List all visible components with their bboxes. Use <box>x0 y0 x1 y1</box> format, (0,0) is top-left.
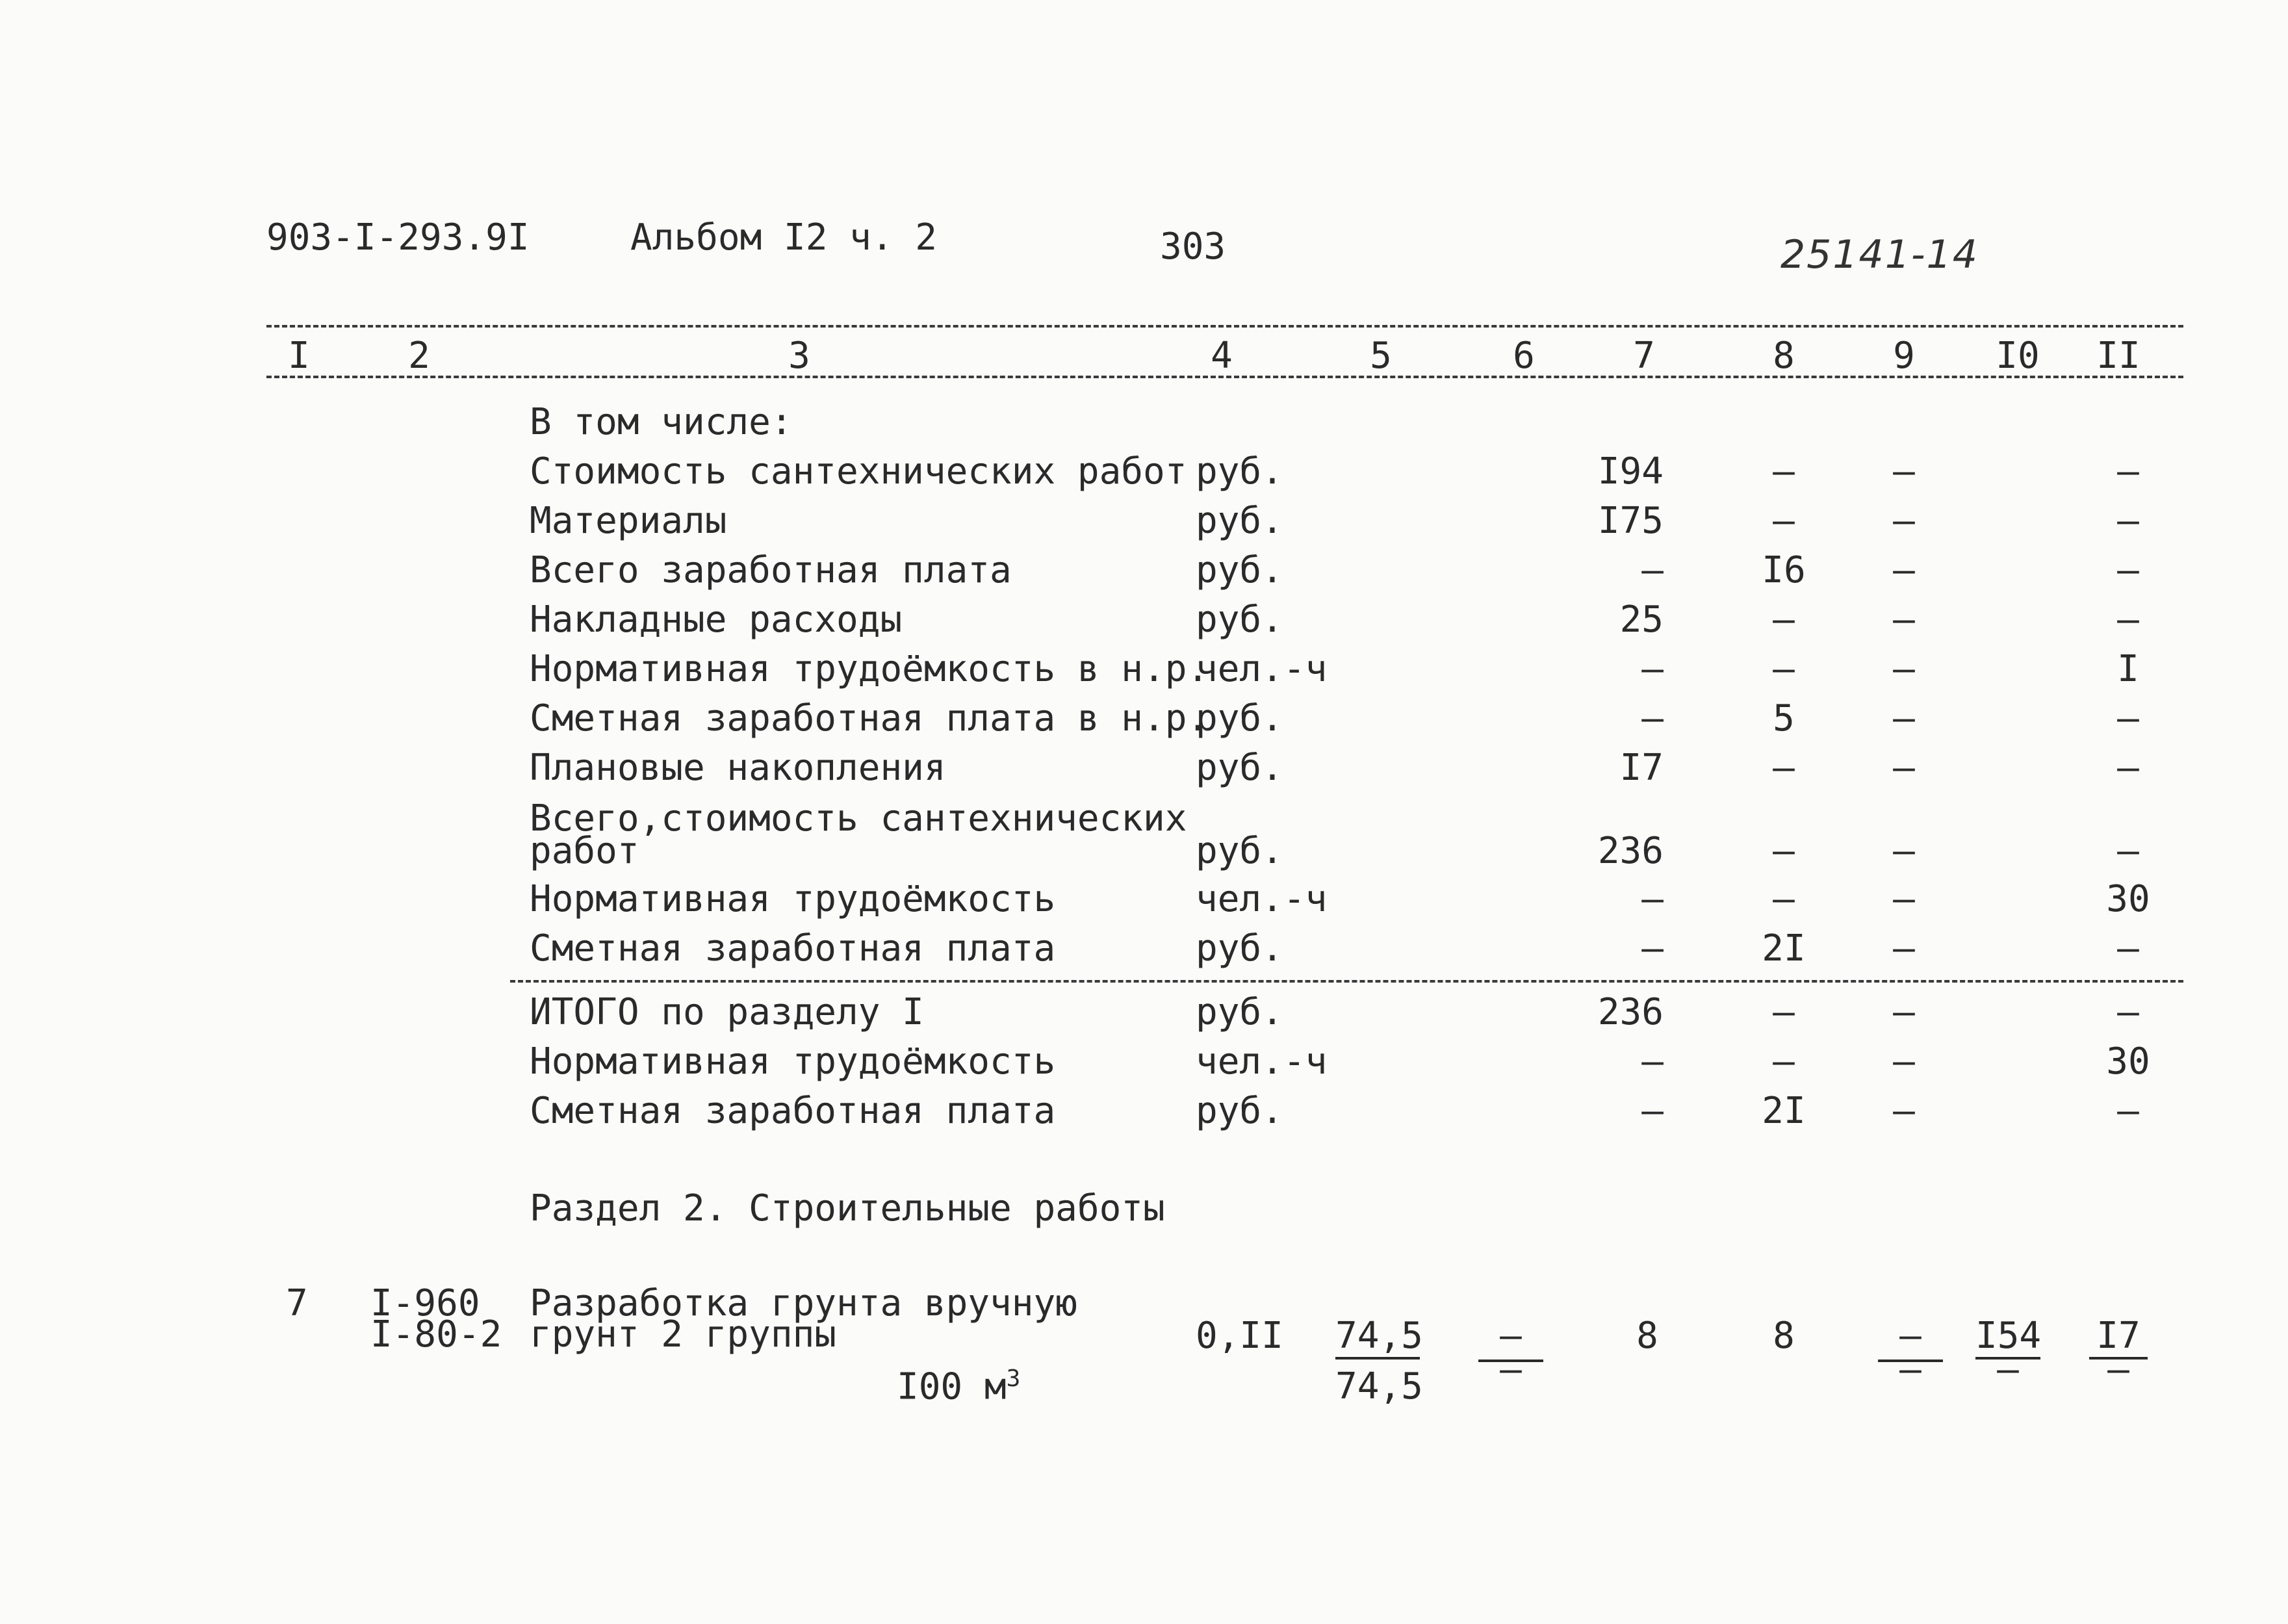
item-code-secondary: I-80-2 <box>370 1313 502 1356</box>
column-header-3: 3 <box>788 335 810 377</box>
cell-col11: – <box>2117 830 2139 872</box>
page-number: 303 <box>1160 226 1226 268</box>
cell-col7: – <box>1641 1090 1664 1132</box>
header-rule-bottom <box>266 376 2183 378</box>
cell-col7: – <box>1641 927 1664 970</box>
row-unit: руб. <box>1196 927 1283 970</box>
cell-col8: 2I <box>1762 927 1806 970</box>
in-total-intro: В том числе: <box>530 401 793 443</box>
cell-col11: I <box>2117 648 2139 690</box>
cell-col8: 8 <box>1773 1315 1795 1357</box>
section-title: Раздел 2. Строительные работы <box>530 1187 1165 1230</box>
unit-symbol: м <box>984 1365 1007 1408</box>
row-name: ИТОГО по разделу I <box>530 991 924 1033</box>
row-unit: руб. <box>1196 697 1283 740</box>
cell-col7: 25 <box>1619 599 1664 641</box>
row-name-continued: работ <box>530 830 639 872</box>
cell-col10: I54 <box>1975 1318 2040 1360</box>
row-name: Нормативная трудоёмкость <box>530 1040 1056 1083</box>
row-name: Плановые накопления <box>530 747 946 789</box>
cell-col8: – <box>1773 878 1795 920</box>
cell-col9: – <box>1893 599 1915 641</box>
unit-quantity: I00 <box>897 1365 963 1408</box>
item-description-continued: грунт 2 группы <box>530 1313 837 1356</box>
cell-col9: – <box>1893 648 1915 690</box>
cell-col8: 5 <box>1773 697 1795 740</box>
cell-col7: I94 <box>1597 450 1664 493</box>
cell-col11: – <box>2117 747 2139 789</box>
column-header-9: 9 <box>1893 335 1915 377</box>
cell-col8: – <box>1773 991 1795 1033</box>
row-name: Накладные расходы <box>530 599 903 641</box>
cell-col8: I6 <box>1762 549 1806 591</box>
row-unit: чел.-ч <box>1196 878 1328 920</box>
column-header-5: 5 <box>1370 335 1392 377</box>
cell-col8: – <box>1773 450 1795 493</box>
cell-col7: – <box>1641 1040 1664 1083</box>
item-description: Разработка грунта вручную <box>530 1282 1077 1324</box>
row-unit: руб. <box>1196 549 1283 591</box>
cell-col8: – <box>1773 648 1795 690</box>
section-total-rule <box>510 980 2183 983</box>
cell-col11: – <box>2117 991 2139 1033</box>
cell-col11: – <box>2117 599 2139 641</box>
row-name: Стоимость сантехнических работ <box>530 450 1187 493</box>
cell-col9: – <box>1893 747 1915 789</box>
cell-col11: – <box>2117 549 2139 591</box>
row-name: Материалы <box>530 500 727 542</box>
row-unit: руб. <box>1196 747 1283 789</box>
cell-col11: – <box>2117 927 2139 970</box>
column-header-8: 8 <box>1773 335 1795 377</box>
cell-col7: I7 <box>1619 747 1664 789</box>
cell-col7: I75 <box>1597 500 1664 542</box>
cell-col11: – <box>2117 1090 2139 1132</box>
cell-col11: – <box>2117 697 2139 740</box>
cell-col8: – <box>1773 830 1795 872</box>
cell-col9: – <box>1893 1090 1915 1132</box>
cell-col11: 30 <box>2106 878 2150 920</box>
row-name: Сметная заработная плата в н.р. <box>530 697 1209 740</box>
item-code: I-960 <box>370 1282 480 1324</box>
cell-col11-denominator: – <box>2107 1348 2129 1391</box>
cell-col9: – <box>1893 830 1915 872</box>
row-unit: руб. <box>1196 830 1283 872</box>
cell-col6-denominator: – <box>1500 1348 1522 1391</box>
cell-col9: – <box>1899 1315 1922 1357</box>
row-name: Нормативная трудоёмкость <box>530 878 1056 920</box>
column-header-10: I0 <box>1996 335 2040 377</box>
item-unit <box>897 1367 1020 1406</box>
unit-exponent: 3 <box>1006 1365 1021 1392</box>
cell-col6: – <box>1500 1315 1522 1357</box>
row-name: Нормативная трудоёмкость в н.р. <box>530 648 1209 690</box>
column-header-1: I <box>288 335 310 377</box>
row-unit: чел.-ч <box>1196 648 1328 690</box>
cell-col8: – <box>1773 500 1795 542</box>
cell-col11: I7 <box>2089 1318 2148 1360</box>
cell-col9: – <box>1893 697 1915 740</box>
cell-col9: – <box>1893 450 1915 493</box>
row-name: Всего заработная плата <box>530 549 1012 591</box>
cell-col9: – <box>1893 878 1915 920</box>
cell-col7: – <box>1641 648 1664 690</box>
row-unit: руб. <box>1196 1090 1283 1132</box>
cell-col9: – <box>1893 549 1915 591</box>
cell-col5-denominator: 74,5 <box>1335 1365 1423 1408</box>
row-name: Всего,стоимость сантехнических <box>530 797 1187 840</box>
row-unit: руб. <box>1196 450 1283 493</box>
cell-col9: – <box>1893 991 1915 1033</box>
item-number: 7 <box>286 1282 308 1324</box>
column-header-7: 7 <box>1633 335 1655 377</box>
cell-col8: – <box>1773 599 1795 641</box>
cell-col7: – <box>1641 878 1664 920</box>
archive-number: 25141-14 <box>1780 232 1979 277</box>
cell-col11: – <box>2117 500 2139 542</box>
column-header-2: 2 <box>408 335 430 377</box>
column-header-4: 4 <box>1211 335 1233 377</box>
row-unit: руб. <box>1196 991 1283 1033</box>
column-header-11: II <box>2096 335 2140 377</box>
doc-code: 903-I-293.9I <box>266 216 530 259</box>
cell-col8: – <box>1773 1040 1795 1083</box>
row-name: Сметная заработная плата <box>530 1090 1056 1132</box>
cell-col7: – <box>1641 549 1664 591</box>
cell-col7: 236 <box>1597 830 1664 872</box>
column-header-6: 6 <box>1513 335 1535 377</box>
cell-col4: 0,II <box>1196 1315 1283 1357</box>
header-rule-top <box>266 325 2183 328</box>
row-name: Сметная заработная плата <box>530 927 1056 970</box>
cell-col9: – <box>1893 927 1915 970</box>
cell-col11: – <box>2117 450 2139 493</box>
cell-col7: – <box>1641 697 1664 740</box>
cell-col8: 2I <box>1762 1090 1806 1132</box>
cell-col10-denominator: – <box>1997 1348 2019 1391</box>
row-unit: руб. <box>1196 599 1283 641</box>
album-label: Альбом I2 ч. 2 <box>630 216 938 259</box>
row-unit: чел.-ч <box>1196 1040 1328 1083</box>
cell-col11: 30 <box>2106 1040 2150 1083</box>
row-unit: руб. <box>1196 500 1283 542</box>
cell-col5-numerator: 74,5 <box>1335 1318 1420 1360</box>
cell-col8: – <box>1773 747 1795 789</box>
cell-col9: – <box>1893 1040 1915 1083</box>
cell-col9: – <box>1893 500 1915 542</box>
cell-col9-denominator: – <box>1899 1348 1922 1391</box>
cell-col7: 8 <box>1636 1315 1658 1357</box>
cell-col7: 236 <box>1597 991 1664 1033</box>
